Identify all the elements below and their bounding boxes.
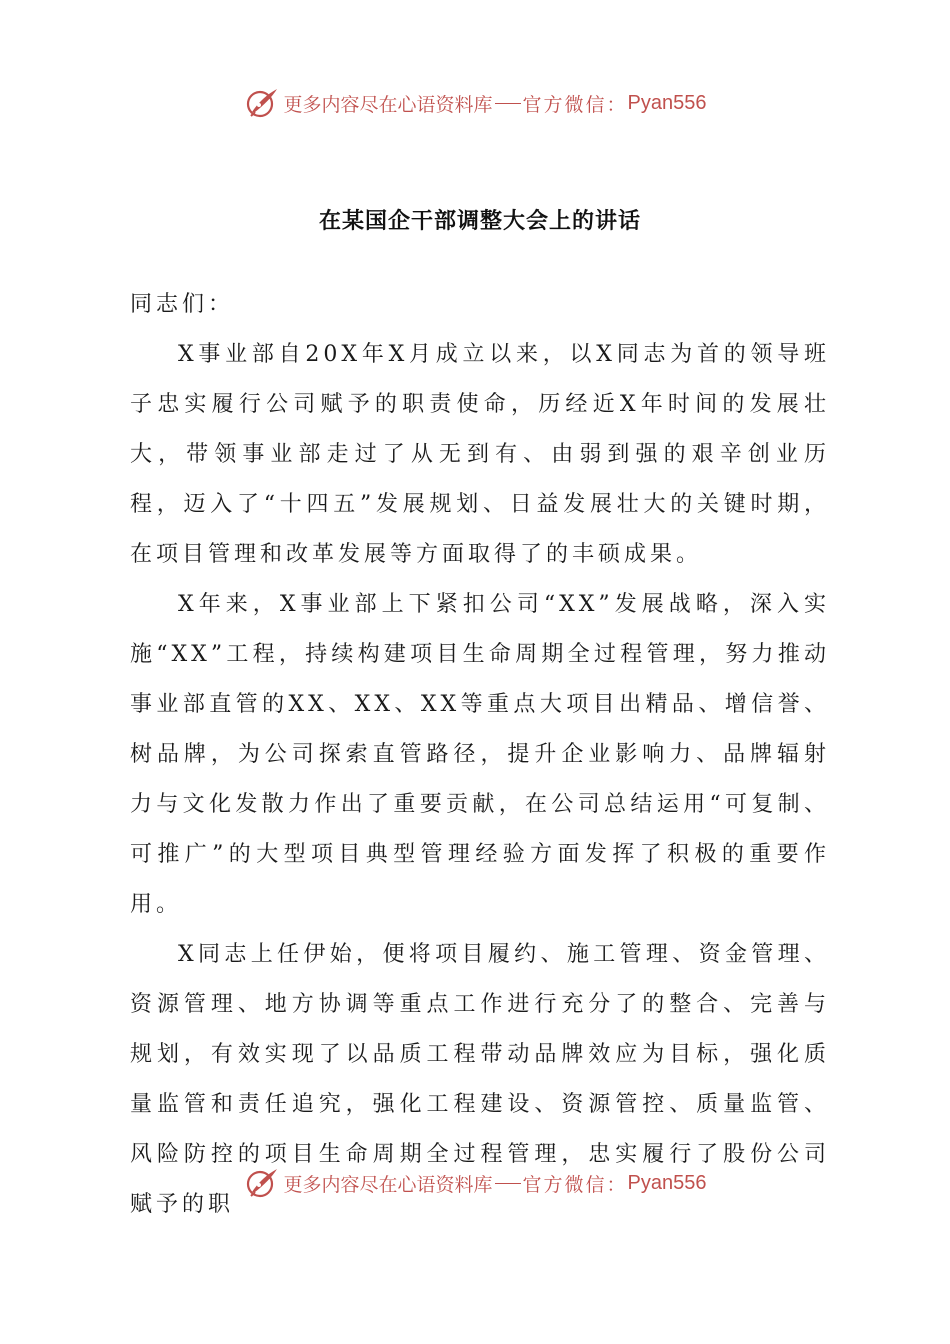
brand-name: 更多内容尽在心语资料库 xyxy=(283,1173,493,1196)
salutation: 同志们： xyxy=(130,292,235,317)
brand-name: 更多内容尽在心语资料库 xyxy=(283,93,493,116)
body-paragraph-1: X事业部自20X年X月成立以来，以X同志为首的领导班子忠实履行公司赋予的职责使命，历经近X年时间的发展壮大，带领事业部走过了从无到有、由弱到强的艰辛创业历程，迈入了“十四五”发展规划、日益发展壮大的关键时期，在项目管理和改革发展等方面取得了的丰硕成果。 xyxy=(130,342,830,567)
footer-watermark-banner xyxy=(0,1163,950,1203)
wechat-label: 官方微信： xyxy=(522,93,628,116)
separator-dash xyxy=(495,103,521,104)
header-watermark-banner xyxy=(0,83,950,123)
document-body xyxy=(130,280,830,1230)
wechat-label: 官方微信： xyxy=(522,1173,628,1196)
wechat-id: Pyan556 xyxy=(627,1171,707,1194)
document-title: 在某国企干部调整大会上的讲话 xyxy=(318,209,641,234)
quill-pen-logo-icon xyxy=(244,85,280,121)
separator-dash xyxy=(495,1183,521,1184)
body-paragraph-3: X同志上任伊始，便将项目履约、施工管理、资金管理、资源管理、地方协调等重点工作进行充分了的整合、完善与规划，有效实现了以品质工程带动品牌效应为目标，强化质量监管和责任追究，强化工程建设、资源管控、质量监管、风险防控的项目生命周期全过程管理，忠实履行了股份公司赋予的职 xyxy=(130,942,830,1217)
quill-pen-logo-icon xyxy=(244,1165,280,1201)
body-paragraph-2: X年来，X事业部上下紧扣公司“XX”发展战略，深入实施“XX”工程，持续构建项目生命周期全过程管理，努力推动事业部直管的XX、XX、XX等重点大项目出精品、增信誉、树品牌，为公司探索直管路径，提升企业影响力、品牌辐射力与文化发散力作出了重要贡献，在公司总结运用“可复制、可推广”的大型项目典型管理经验方面发挥了积极的重要作用。 xyxy=(130,592,830,917)
wechat-id: Pyan556 xyxy=(627,91,707,114)
